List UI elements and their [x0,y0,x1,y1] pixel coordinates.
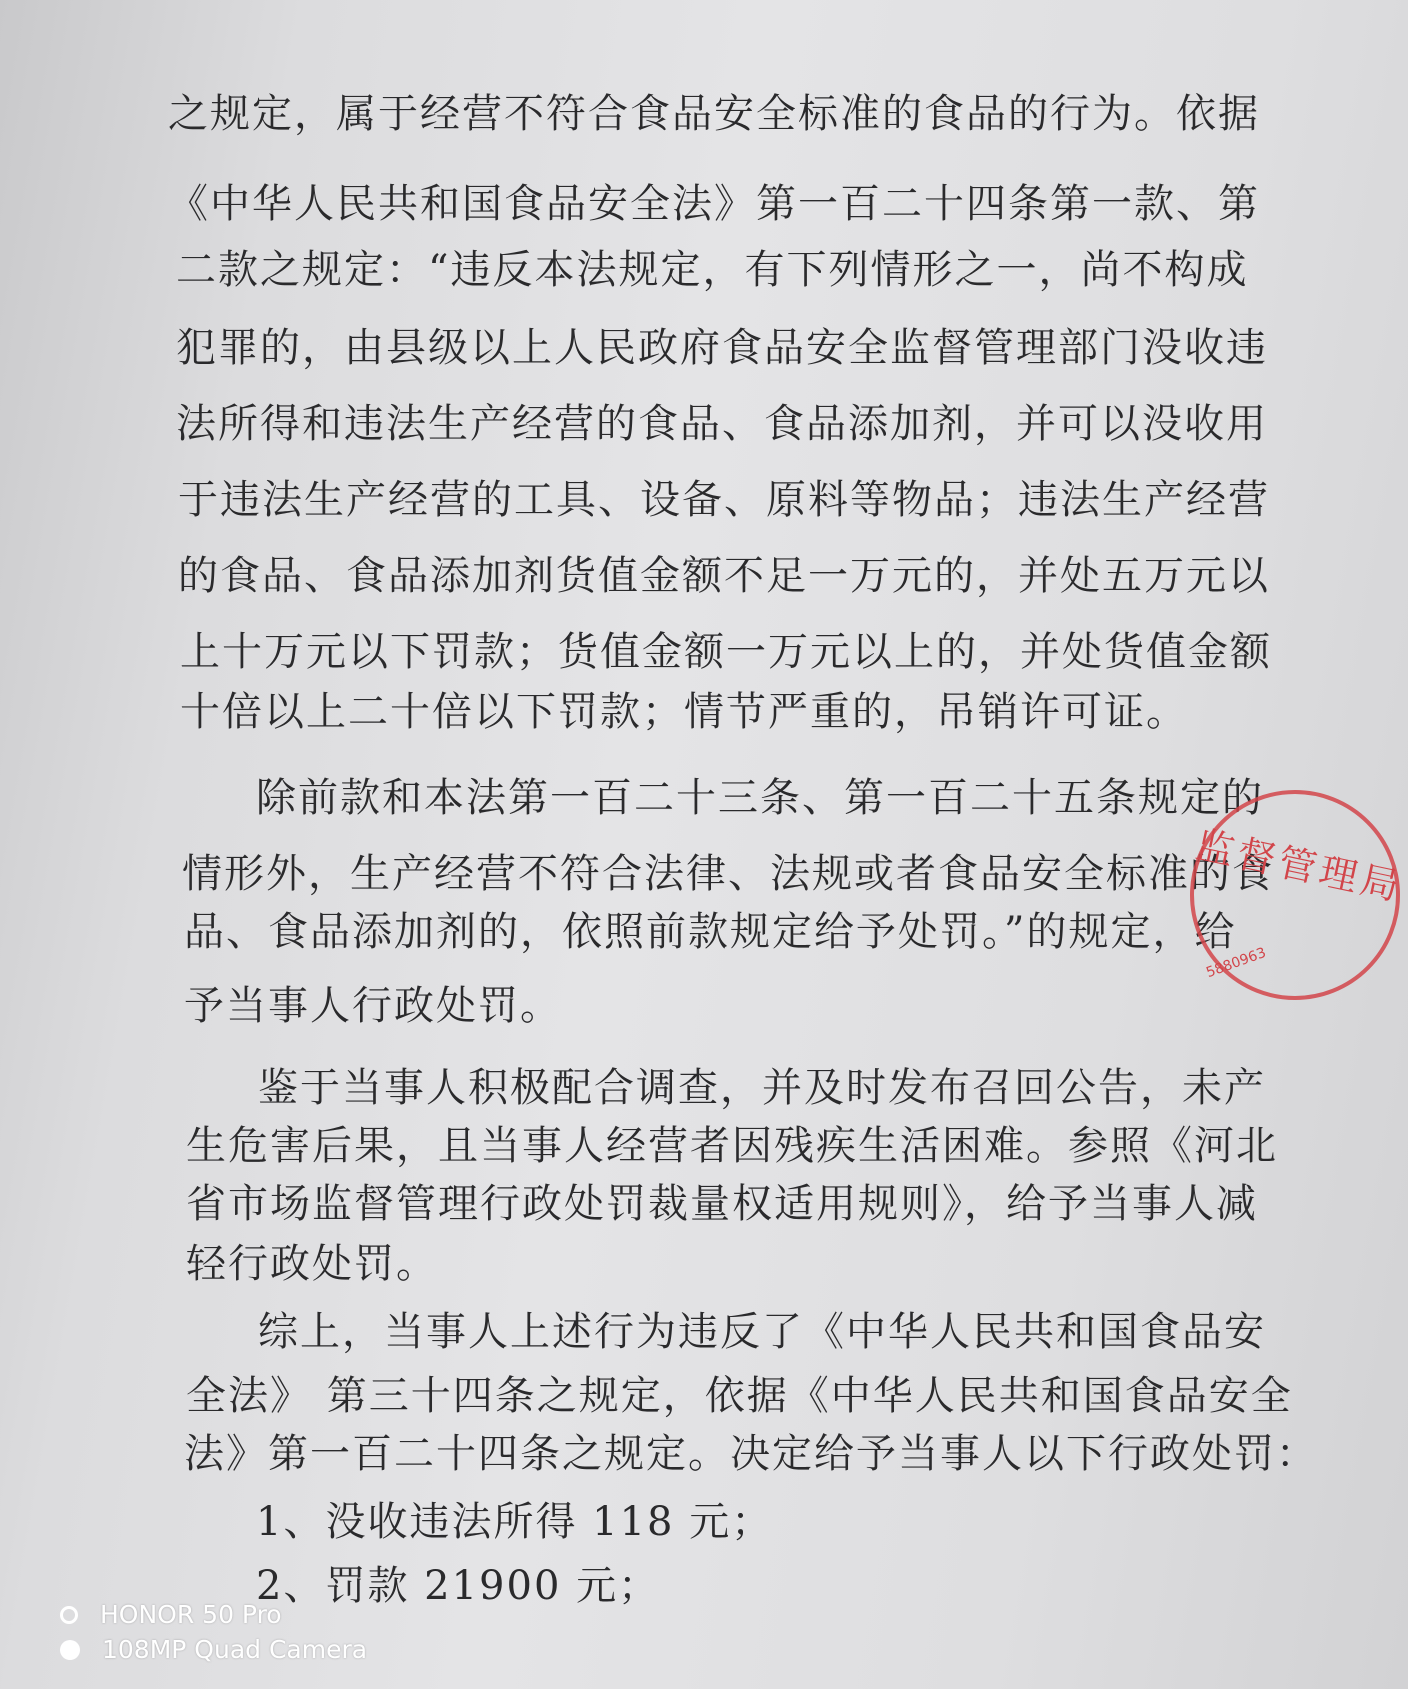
text-line: 二款之规定：“违反本法规定，有下列情形之一，尚不构成 [176,247,1249,293]
text-line: 鉴于当事人积极配合调查，并及时发布召回公告，未产 [258,1065,1266,1111]
text-line: 轻行政处罚。 [186,1241,438,1287]
watermark-camera-text: 108MP Quad Camera [102,1635,368,1664]
text-line: 生危害后果，且当事人经营者因残疾生活困难。参照《河北 [186,1123,1278,1169]
text-line: 除前款和本法第一百二十三条、第一百二十五条规定的 [256,775,1264,821]
text-line: 的食品、食品添加剂货值金额不足一万元的，并处五万元以 [178,553,1270,599]
text-line: 上十万元以下罚款；货值金额一万元以上的，并处货值金额 [180,629,1272,675]
camera-watermark-camera [60,1635,367,1664]
dot-icon [60,1640,80,1660]
text-line: 2、罚款 21900 元； [256,1563,661,1609]
watermark-model-text: HONOR 50 Pro [100,1600,282,1629]
text-line: 全法》 第三十四条之规定，依据《中华人民共和国食品安全 [186,1373,1293,1419]
text-line: 十倍以上二十倍以下罚款；情节严重的，吊销许可证。 [180,689,1188,735]
seal-text: 监督管理局 [1191,822,1407,910]
text-line: 予当事人行政处罚。 [184,983,562,1029]
text-line: 情形外，生产经营不符合法律、法规或者食品安全标准的食 [182,851,1274,897]
text-line: 综上，当事人上述行为违反了《中华人民共和国食品安 [258,1309,1266,1355]
text-line: 法》第一百二十四条之规定。决定给予当事人以下行政处罚： [184,1431,1318,1477]
ring-icon [60,1606,78,1624]
text-line: 品、食品添加剂的，依照前款规定给予处罚。”的规定，给 [184,909,1237,955]
text-line: 省市场监督管理行政处罚裁量权适用规则》，给予当事人减 [186,1181,1258,1227]
seal-number: 5880963 [1204,944,1269,982]
text-line: 于违法生产经营的工具、设备、原料等物品；违法生产经营 [178,477,1270,523]
text-line: 法所得和违法生产经营的食品、食品添加剂，并可以没收用 [176,401,1268,447]
text-line: 《中华人民共和国食品安全法》第一百二十四条第一款、第 [168,181,1260,227]
text-line: 之规定，属于经营不符合食品安全标准的食品的行为。依据 [168,91,1260,137]
text-line: 1、没收违法所得 118 元； [256,1499,774,1545]
text-line: 犯罪的，由县级以上人民政府食品安全监督管理部门没收违 [176,325,1268,371]
camera-watermark-model [60,1600,282,1629]
